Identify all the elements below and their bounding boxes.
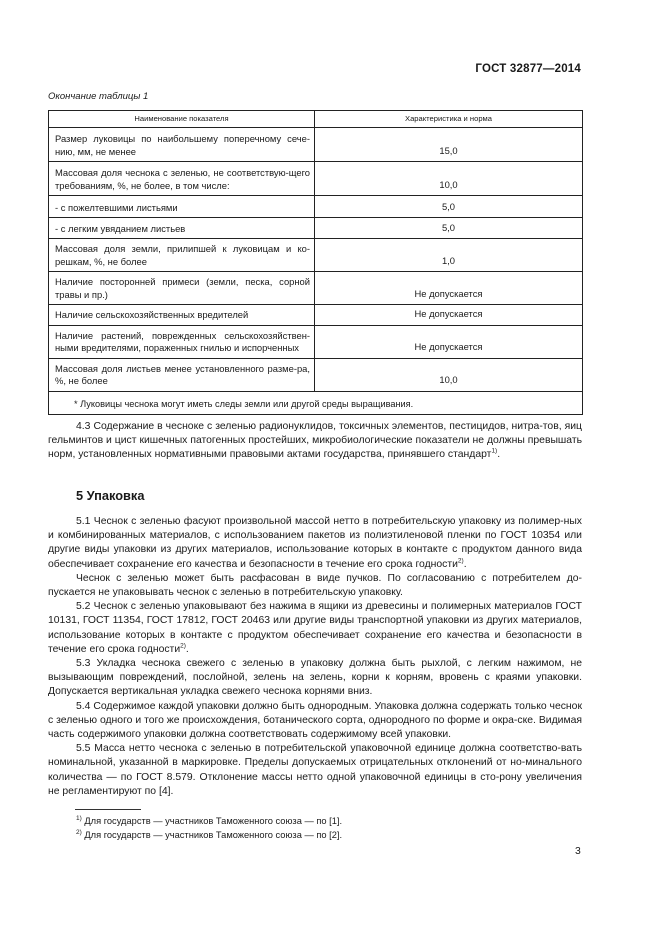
row-name: Наличие растений, поврежденных сельскохозяйствен-ными вредителями, пораженных гнилью и испорченных bbox=[49, 325, 315, 358]
footnote-ref: 1) bbox=[491, 447, 498, 455]
row-name: Массовая доля земли, прилипшей к луковицам и ко-решкам, %, не более bbox=[49, 239, 315, 272]
section-5-body bbox=[48, 515, 582, 799]
footnote-divider bbox=[75, 809, 141, 810]
paragraph-5-4: 5.4 Содержимое каждой упаковки должно быть однородным. Упаковка должна содержать только чеснок с зеленью одного и того же происхождения, ботанического сорта, однородного по форме и окра-ске. Видимая часть содержимого упаковки должна соответствовать содержимому всей упаковки. bbox=[48, 700, 582, 741]
paragraph-5-1-text: 5.1 Чеснок с зеленью фасуют произвольной массой нетто в потребительскую упаковку из полимер-ных и комбинированных материалов, с использованием пакетов из полиэтиленовой пленки по ГОСТ 10354 или другие виды упаковки из других материалов, использование которых в контакте с продуктом данного вида обеспечивает сохранение его качества и безопасности в течение его срока годности bbox=[48, 516, 582, 570]
table-note-row bbox=[49, 391, 583, 415]
paragraph-end: . bbox=[463, 558, 467, 570]
row-name: Массовая доля листьев менее установленного разме-ра, %, не более bbox=[49, 358, 315, 391]
row-value: Не допускается bbox=[315, 325, 583, 358]
footnote-2 bbox=[76, 828, 342, 842]
table-row bbox=[49, 358, 583, 391]
row-value: Не допускается bbox=[315, 272, 583, 305]
table-caption: Окончание таблицы 1 bbox=[48, 91, 149, 102]
table-row bbox=[49, 272, 583, 305]
table-header-row bbox=[49, 111, 583, 128]
table-row bbox=[49, 218, 583, 239]
footnote-text: Для государств — участников Таможенного союза — по [2]. bbox=[81, 830, 343, 840]
spec-table bbox=[48, 110, 583, 415]
footnote-text: Для государств — участников Таможенного союза — по [1]. bbox=[81, 816, 343, 826]
footnote-ref: 2) bbox=[180, 642, 186, 650]
footnote-mark: 1) bbox=[76, 814, 82, 822]
row-value: 15,0 bbox=[315, 128, 583, 162]
footnote-ref: 2) bbox=[457, 557, 464, 565]
table-row bbox=[49, 162, 583, 196]
footnote-mark: 2) bbox=[76, 828, 82, 836]
row-value: 5,0 bbox=[315, 218, 583, 239]
row-name: - с легким увяданием листьев bbox=[49, 218, 315, 239]
footnote-1 bbox=[76, 814, 342, 828]
row-name: Массовая доля чеснока с зеленью, не соответствую-щего требованиям, %, не более, в том числе: bbox=[49, 162, 315, 196]
paragraph-4-3-text: 4.3 Содержание в чесноке с зеленью радионуклидов, токсичных элементов, пестицидов, нитра-тов, яиц гельминтов и цист кишечных патогенных простейших, микробиологические показатели не должны превышать норм, установленных нормативными правовыми актами государства, принявшего стандарт bbox=[48, 421, 582, 461]
row-value: 10,0 bbox=[315, 358, 583, 391]
paragraph-5-3: 5.3 Укладка чеснока свежего с зеленью в упаковку должна быть рыхлой, с легким нажимом, не вызывающим повреждений, послойной, зелень на зелень, корни к корням, вровень с краями упаковки. Допускается вертикальная укладка свежего чеснока корнями вниз. bbox=[48, 658, 582, 698]
table-row bbox=[49, 325, 583, 358]
page-number: 3 bbox=[575, 846, 581, 857]
row-name: Размер луковицы по наибольшему поперечному сече-нию, мм, не менее bbox=[49, 128, 315, 162]
column-header-name: Наименование показателя bbox=[49, 111, 315, 128]
row-value: 10,0 bbox=[315, 162, 583, 196]
row-value: Не допускается bbox=[315, 305, 583, 326]
table-row bbox=[49, 239, 583, 272]
paragraph-end: . bbox=[185, 643, 189, 655]
paragraph-4-3 bbox=[48, 420, 582, 463]
row-value: 5,0 bbox=[315, 196, 583, 218]
table-row bbox=[49, 305, 583, 326]
paragraph-end: . bbox=[497, 449, 501, 461]
section-5-title: 5 Упаковка bbox=[76, 488, 145, 503]
paragraph-5-1 bbox=[48, 515, 582, 572]
row-name: Наличие посторонней примеси (земли, песка, сорной травы и пр.) bbox=[49, 272, 315, 305]
table-note: * Луковицы чеснока могут иметь следы земли или другой среды выращивания. bbox=[49, 391, 583, 415]
paragraph-5-2-text: 5.2 Чеснок с зеленью упаковывают без нажима в ящики из древесины и полимерных материалов ГОСТ 10131, ГОСТ 11354, ГОСТ 17812, ГОСТ 20463 или другие виды транспортной упаковки из других материалов, использование которых в контакте с продуктом обеспечивает сохранение его качества и безопасности в течение его срока годности bbox=[48, 601, 582, 655]
table-row bbox=[49, 128, 583, 162]
footnotes bbox=[76, 814, 342, 842]
paragraph-5-5: 5.5 Масса нетто чеснока с зеленью в потребительской упаковочной единице должна соответство-вать номинальной, указанной в маркировке. Пределы допускаемых отрицательных отклонений от но-минального количества — по ГОСТ 8.579. Отклонение массы нетто одной упаковочной единицы в сто-рону увеличения не регламентируют по [4]. bbox=[48, 743, 582, 797]
table-row bbox=[49, 196, 583, 218]
row-name: Наличие сельскохозяйственных вредителей bbox=[49, 305, 315, 326]
paragraph-bundles: Чеснок с зеленью может быть расфасован в виде пучков. По согласованию с потребителем до-пускается не упаковывать чеснок с зеленью в потребительскую упаковку. bbox=[48, 572, 582, 599]
document-code: ГОСТ 32877—2014 bbox=[475, 63, 581, 75]
column-header-value: Характеристика и норма bbox=[315, 111, 583, 128]
paragraph-5-2 bbox=[48, 600, 582, 657]
row-name: - с пожелтевшими листьями bbox=[49, 196, 315, 218]
row-value: 1,0 bbox=[315, 239, 583, 272]
